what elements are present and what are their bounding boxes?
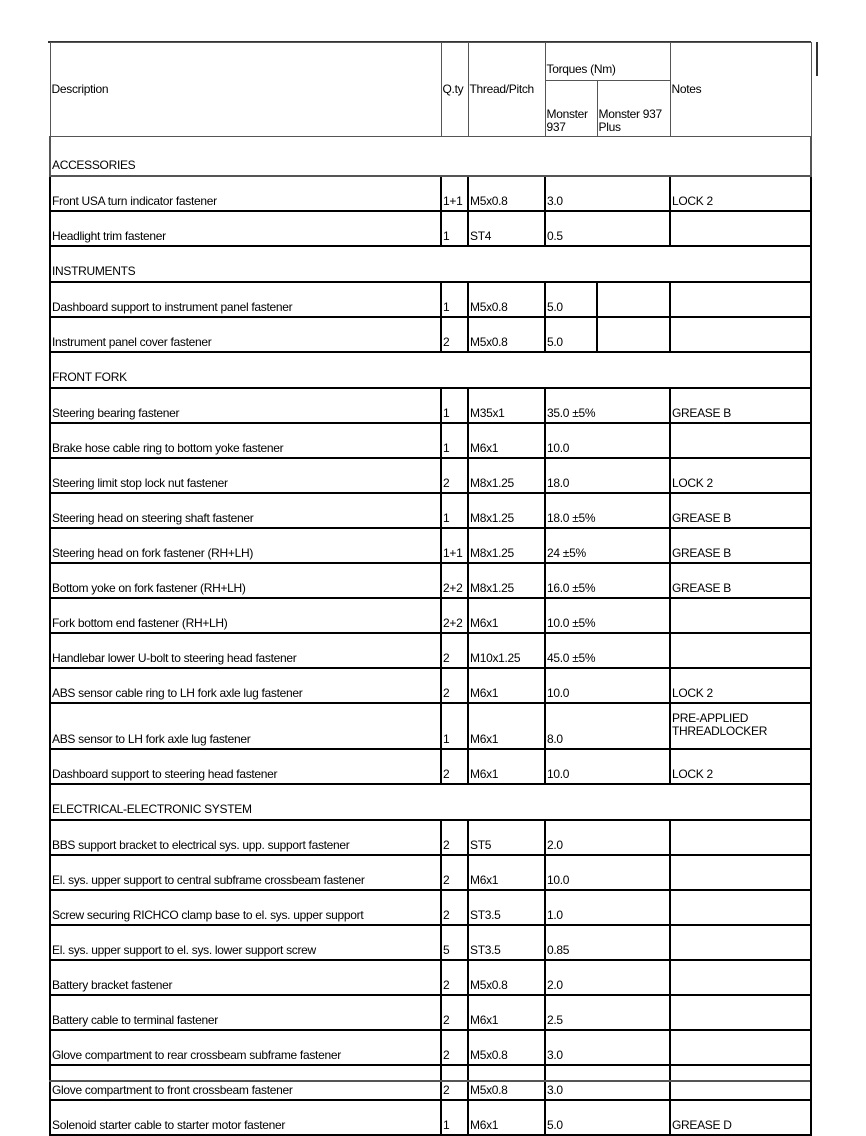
- thread-cell: ST5: [468, 820, 545, 855]
- header-torques: Torques (Nm): [545, 43, 670, 81]
- table-row: [50, 458, 811, 493]
- section-header-row: [50, 137, 811, 177]
- torque-plus-cell: [597, 282, 670, 317]
- torque-cell: 5.0: [545, 1100, 670, 1135]
- page-bottom-rule: [49, 1080, 810, 1082]
- qty-cell: 2: [441, 1030, 468, 1065]
- torque-cell: 10.0: [545, 423, 670, 458]
- qty-cell: 1+1: [441, 528, 468, 563]
- description-cell: Steering head on steering shaft fastener: [50, 493, 441, 528]
- table-row: [50, 176, 811, 211]
- notes-cell: LOCK 2: [670, 458, 811, 493]
- thread-cell: M5x0.8: [468, 317, 545, 352]
- notes-cell: [670, 282, 811, 317]
- thread-cell: M6x1: [468, 598, 545, 633]
- thread-cell: M6x1: [468, 1100, 545, 1135]
- qty-cell: 1: [441, 423, 468, 458]
- section-title: INSTRUMENTS: [50, 246, 811, 282]
- notes-cell: [670, 855, 811, 890]
- thread-cell: ST3.5: [468, 925, 545, 960]
- section-header-row: [50, 784, 811, 820]
- qty-cell: 2: [441, 458, 468, 493]
- table-row: [50, 995, 811, 1030]
- qty-cell: 1+1: [441, 176, 468, 211]
- section-title: ELECTRICAL-ELECTRONIC SYSTEM: [50, 784, 811, 820]
- thread-cell: M6x1: [468, 423, 545, 458]
- qty-cell: 2: [441, 820, 468, 855]
- description-cell: Steering limit stop lock nut fastener: [50, 458, 441, 493]
- torque-cell: 18.0 ±5%: [545, 493, 670, 528]
- table-row: [50, 749, 811, 784]
- table-row: [50, 703, 811, 749]
- description-cell: Brake hose cable ring to bottom yoke fastener: [50, 423, 441, 458]
- header-model-937: Monster 937: [545, 81, 597, 137]
- qty-cell: 2: [441, 1065, 468, 1100]
- torque-cell: 45.0 ±5%: [545, 633, 670, 668]
- torque-cell: 1.0: [545, 890, 670, 925]
- qty-cell: 1: [441, 211, 468, 246]
- table-row: [50, 820, 811, 855]
- description-cell: Screw securing RICHCO clamp base to el. sys. upper support: [50, 890, 441, 925]
- section-title: ACCESSORIES: [50, 137, 811, 177]
- notes-cell: [670, 633, 811, 668]
- thread-cell: M6x1: [468, 703, 545, 749]
- qty-cell: 2+2: [441, 563, 468, 598]
- table-row: [50, 1100, 811, 1135]
- qty-cell: 1: [441, 703, 468, 749]
- notes-cell: LOCK 2: [670, 176, 811, 211]
- description-cell: Dashboard support to instrument panel fastener: [50, 282, 441, 317]
- table-row: [50, 282, 811, 317]
- qty-cell: 2+2: [441, 598, 468, 633]
- qty-cell: 1: [441, 493, 468, 528]
- torque-cell: 16.0 ±5%: [545, 563, 670, 598]
- notes-cell: GREASE B: [670, 493, 811, 528]
- section-header-row: [50, 246, 811, 282]
- qty-cell: 2: [441, 890, 468, 925]
- notes-cell: [670, 995, 811, 1030]
- description-cell: El. sys. upper support to el. sys. lower support screw: [50, 925, 441, 960]
- notes-cell: [670, 925, 811, 960]
- thread-cell: M5x0.8: [468, 960, 545, 995]
- qty-cell: 2: [441, 633, 468, 668]
- thread-cell: M8x1.25: [468, 493, 545, 528]
- notes-cell: [670, 317, 811, 352]
- torque-cell: 0.5: [545, 211, 670, 246]
- thread-cell: M6x1: [468, 668, 545, 703]
- table-row: [50, 598, 811, 633]
- thread-cell: ST3.5: [468, 890, 545, 925]
- thread-cell: M8x1.25: [468, 528, 545, 563]
- description-cell: Steering head on fork fastener (RH+LH): [50, 528, 441, 563]
- description-cell: Front USA turn indicator fastener: [50, 176, 441, 211]
- qty-cell: 2: [441, 855, 468, 890]
- header-qty: Q.ty: [441, 43, 468, 137]
- qty-cell: 2: [441, 960, 468, 995]
- description-cell: Solenoid starter cable to starter motor fastener: [50, 1100, 441, 1135]
- header-model-937-plus: Monster 937 Plus: [597, 81, 670, 137]
- notes-cell: GREASE B: [670, 528, 811, 563]
- description-cell: Instrument panel cover fastener: [50, 317, 441, 352]
- thread-cell: M10x1.25: [468, 633, 545, 668]
- notes-cell: [670, 820, 811, 855]
- header-notes: Notes: [670, 43, 811, 137]
- torque-plus-cell: [597, 317, 670, 352]
- notes-cell: [670, 211, 811, 246]
- thread-cell: M35x1: [468, 388, 545, 423]
- thread-cell: M5x0.8: [468, 1030, 545, 1065]
- thread-cell: M8x1.25: [468, 458, 545, 493]
- table-row: [50, 1065, 811, 1100]
- description-cell: El. sys. upper support to central subframe crossbeam fastener: [50, 855, 441, 890]
- description-cell: Handlebar lower U-bolt to steering head fastener: [50, 633, 441, 668]
- torque-cell: 10.0: [545, 749, 670, 784]
- header-thread: Thread/Pitch: [468, 43, 545, 137]
- table-row: [50, 633, 811, 668]
- notes-cell: [670, 1030, 811, 1065]
- torque-table: [49, 42, 812, 1136]
- notes-cell: GREASE B: [670, 388, 811, 423]
- section-header-row: [50, 352, 811, 388]
- qty-cell: 2: [441, 995, 468, 1030]
- thread-cell: M5x0.8: [468, 176, 545, 211]
- table-row: [50, 855, 811, 890]
- thread-cell: M8x1.25: [468, 563, 545, 598]
- notes-cell: [670, 890, 811, 925]
- torque-cell: 10.0 ±5%: [545, 598, 670, 633]
- torque-cell: 3.0: [545, 176, 670, 211]
- torque-cell: 35.0 ±5%: [545, 388, 670, 423]
- table-row: [50, 1030, 811, 1065]
- header-description: Description: [50, 43, 441, 137]
- table-row: [50, 563, 811, 598]
- notes-cell: GREASE B: [670, 563, 811, 598]
- notes-cell: [670, 1065, 811, 1100]
- torque-cell: 10.0: [545, 855, 670, 890]
- notes-cell: [670, 598, 811, 633]
- description-cell: ABS sensor cable ring to LH fork axle lug fastener: [50, 668, 441, 703]
- notes-cell: [670, 960, 811, 995]
- torque-cell: 2.0: [545, 820, 670, 855]
- table-row: [50, 890, 811, 925]
- description-cell: ABS sensor to LH fork axle lug fastener: [50, 703, 441, 749]
- thread-cell: M6x1: [468, 995, 545, 1030]
- notes-cell: PRE-APPLIED THREADLOCKER: [670, 703, 811, 749]
- torque-cell: 5.0: [545, 282, 597, 317]
- table-row: [50, 493, 811, 528]
- description-cell: Dashboard support to steering head fastener: [50, 749, 441, 784]
- table-row: [50, 960, 811, 995]
- torque-cell: 5.0: [545, 317, 597, 352]
- table-row: [50, 668, 811, 703]
- page-edge-mark: [816, 42, 818, 76]
- table-row: [50, 423, 811, 458]
- description-cell: Battery bracket fastener: [50, 960, 441, 995]
- torque-cell: 18.0: [545, 458, 670, 493]
- torque-cell: 8.0: [545, 703, 670, 749]
- qty-cell: 1: [441, 1100, 468, 1135]
- description-cell: Battery cable to terminal fastener: [50, 995, 441, 1030]
- qty-cell: 2: [441, 317, 468, 352]
- torque-cell: 2.5: [545, 995, 670, 1030]
- table-row: [50, 925, 811, 960]
- torque-cell: 3.0: [545, 1065, 670, 1100]
- torque-cell: 24 ±5%: [545, 528, 670, 563]
- header-row: [50, 43, 811, 81]
- description-cell: Headlight trim fastener: [50, 211, 441, 246]
- thread-cell: M6x1: [468, 749, 545, 784]
- section-title: FRONT FORK: [50, 352, 811, 388]
- qty-cell: 1: [441, 388, 468, 423]
- torque-cell: 2.0: [545, 960, 670, 995]
- table-row: [50, 528, 811, 563]
- description-cell: Fork bottom end fastener (RH+LH): [50, 598, 441, 633]
- torque-cell: 10.0: [545, 668, 670, 703]
- qty-cell: 2: [441, 668, 468, 703]
- qty-cell: 1: [441, 282, 468, 317]
- thread-cell: M6x1: [468, 855, 545, 890]
- qty-cell: 5: [441, 925, 468, 960]
- table-row: [50, 388, 811, 423]
- notes-cell: LOCK 2: [670, 668, 811, 703]
- table-row: [50, 317, 811, 352]
- description-cell: Glove compartment to front crossbeam fastener: [50, 1065, 441, 1100]
- notes-cell: LOCK 2: [670, 749, 811, 784]
- notes-cell: [670, 423, 811, 458]
- table-row: [50, 211, 811, 246]
- notes-cell: GREASE D: [670, 1100, 811, 1135]
- torque-cell: 3.0: [545, 1030, 670, 1065]
- description-cell: Bottom yoke on fork fastener (RH+LH): [50, 563, 441, 598]
- thread-cell: ST4: [468, 211, 545, 246]
- thread-cell: M5x0.8: [468, 1065, 545, 1100]
- torque-cell: 0.85: [545, 925, 670, 960]
- thread-cell: M5x0.8: [468, 282, 545, 317]
- description-cell: Steering bearing fastener: [50, 388, 441, 423]
- description-cell: BBS support bracket to electrical sys. upp. support fastener: [50, 820, 441, 855]
- description-cell: Glove compartment to rear crossbeam subframe fastener: [50, 1030, 441, 1065]
- qty-cell: 2: [441, 749, 468, 784]
